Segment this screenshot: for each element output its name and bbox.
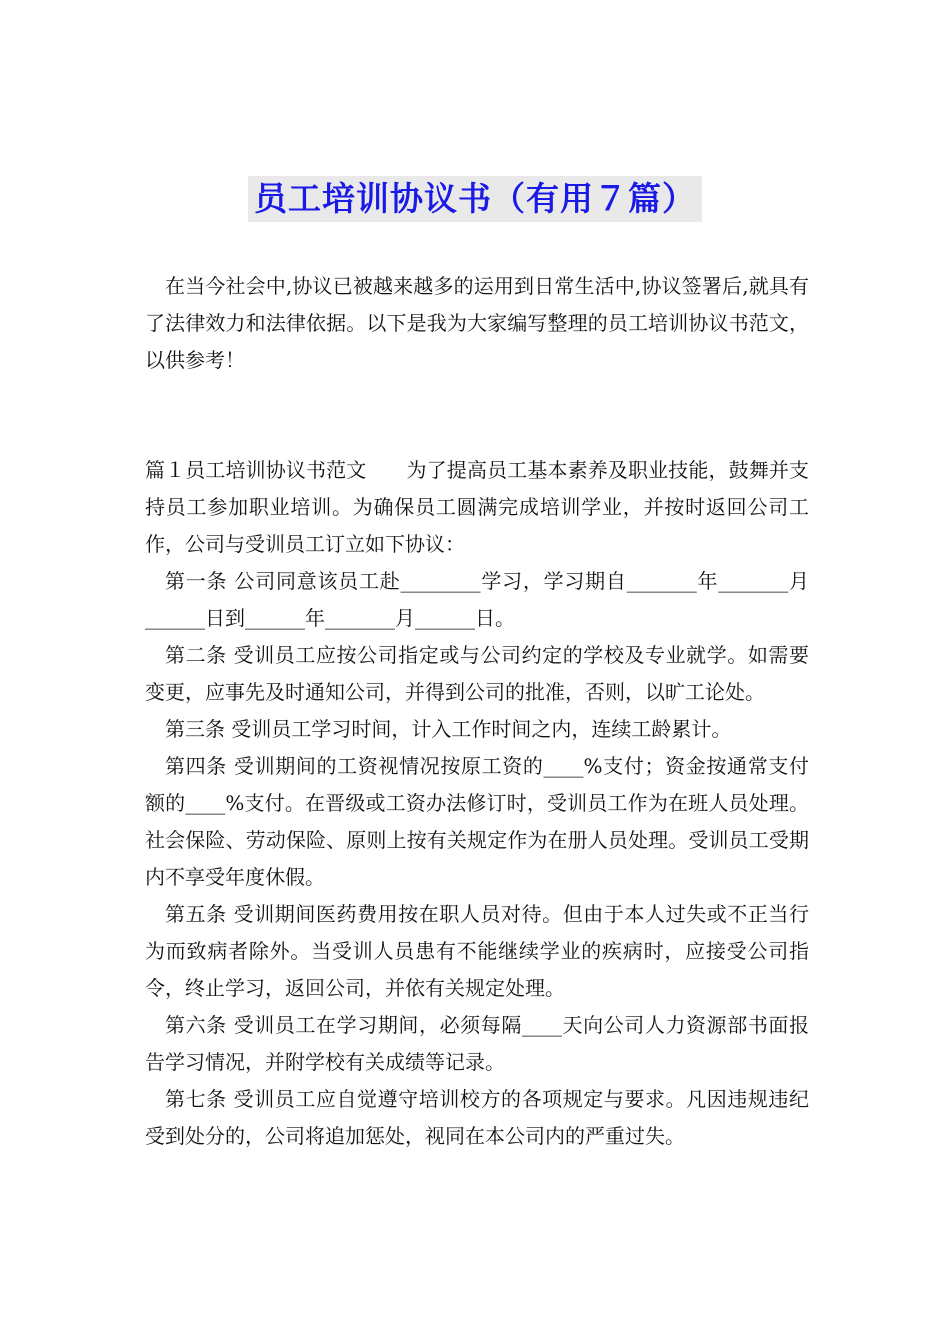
title-wrapper	[0, 176, 950, 222]
article-7: 第七条 受训员工应自觉遵守培训校方的各项规定与要求。凡因违规违纪受到处分的，公司将追加惩处，视同在本公司内的严重过失。	[145, 1087, 809, 1148]
intro-text: 在当今社会中,协议已被越来越多的运用到日常生活中,协议签署后,就具有了法律效力和法律依据。以下是我为大家编写整理的员工培训协议书范文，以供参考！	[145, 274, 809, 372]
section-one	[145, 452, 809, 1155]
article-5: 第五条 受训期间医药费用按在职人员对待。但由于本人过失或不正当行为而致病者除外。当受训人员患有不能继续学业的疾病时，应接受公司指令，终止学习，返回公司，并依有关规定处理。	[145, 902, 809, 1000]
article-2: 第二条 受训员工应按公司指定或与公司约定的学校及专业就学。如需要变更，应事先及时通知公司，并得到公司的批准，否则，以旷工论处。	[145, 643, 809, 704]
article-1: 第一条 公司同意该员工赴________学习，学习期自_______年_______月______日到______年_______月______日。	[145, 569, 809, 630]
article-4: 第四条 受训期间的工资视情况按原工资的____%支付；资金按通常支付额的____%支付。在晋级或工资办法修订时，受训员工作为在班人员处理。社会保险、劳动保险、原则上按有关规定作为在册人员处理。受训员工受期内不享受年度休假。	[145, 754, 809, 889]
section-heading: 篇１员工培训协议书范文	[145, 458, 367, 482]
heading-gap	[366, 458, 406, 482]
article-3: 第三条 受训员工学习时间，计入工作时间之内，连续工龄累计。	[165, 717, 732, 741]
section-opening	[145, 452, 809, 563]
document-title: 员工培训协议书（有用７篇）	[248, 176, 702, 222]
article-6: 第六条 受训员工在学习期间，必须每隔____天向公司人力资源部书面报告学习情况，并附学校有关成绩等记录。	[145, 1013, 809, 1074]
section-intro: 为了提高员工基本素养及职业技能，鼓舞并支持员工参加职业培训。为确保员工圆满完成培训学业，并按时返回公司工作，公司与受训员工订立如下协议：	[145, 458, 810, 556]
intro-paragraph	[145, 268, 809, 379]
